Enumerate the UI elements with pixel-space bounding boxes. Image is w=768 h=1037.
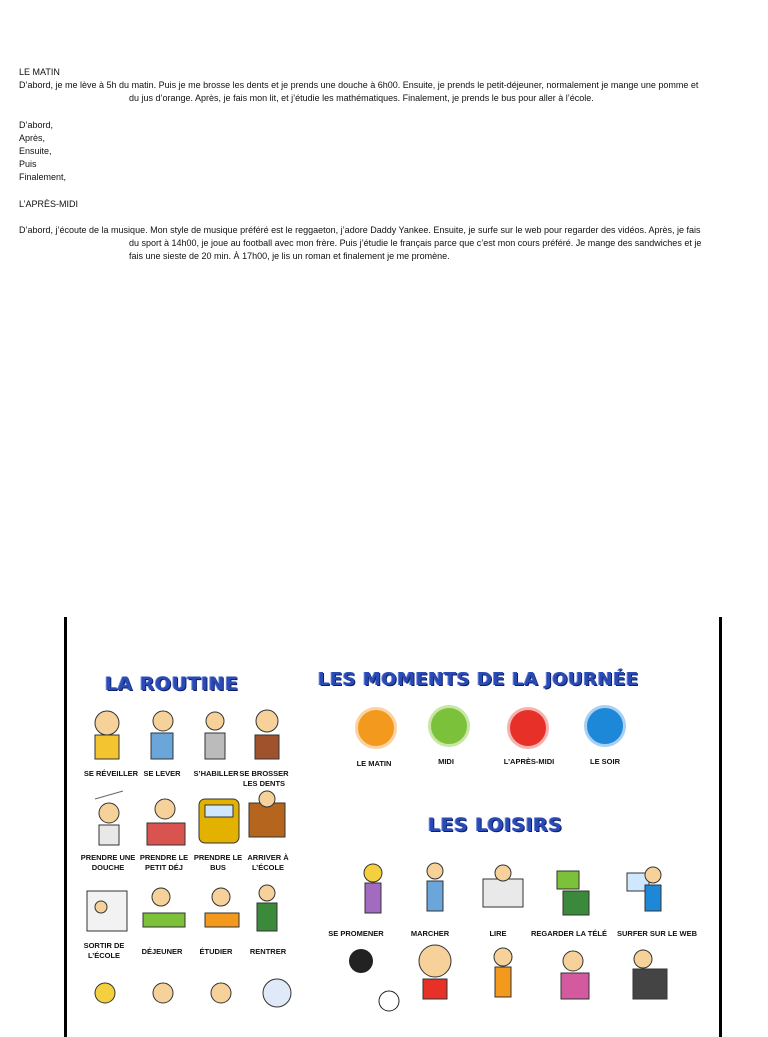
connector-1: D’abord,	[19, 119, 54, 130]
routine-label-5: PRENDRE UNE DOUCHE	[80, 853, 136, 872]
lunch-figure	[143, 888, 185, 927]
document-text	[19, 66, 719, 263]
connector-4: Puis	[19, 159, 37, 170]
breakfast-figure	[147, 799, 185, 845]
shower-figure	[95, 791, 123, 845]
football-figure	[349, 949, 399, 1011]
leisure-label-2: MARCHER	[410, 929, 450, 938]
leisure-label-4: REGARDER LA TÉLÉ	[531, 929, 607, 938]
routine-label-3: S’HABILLER	[193, 769, 239, 778]
evening-clock-icon	[584, 705, 626, 747]
row4-figure-1	[95, 983, 115, 1003]
moment-label-4: LE SOIR	[589, 757, 620, 766]
leisure-label-3: LIRE	[489, 929, 507, 938]
row4-figure-3	[211, 983, 231, 1003]
leisure-label-1: SE PROMENER	[328, 929, 384, 938]
afternoon-clock-icon	[507, 707, 549, 749]
row4-figure-4	[263, 979, 291, 1007]
music-figure	[419, 945, 451, 999]
get-dressed-figure	[205, 712, 225, 759]
leisure-label-5: SURFER SUR LE WEB	[616, 929, 697, 938]
routine-label-4: SE BROSSER LES DENTS	[239, 769, 289, 788]
apres-midi-title: L’APRÈS-MIDI	[19, 198, 79, 209]
arrive-school-figure	[249, 791, 285, 837]
matin-title: LE MATIN	[19, 67, 60, 77]
connector-3: Ensuite,	[19, 146, 52, 157]
routine-label-7: PRENDRE LE BUS	[193, 853, 243, 872]
routine-heading: LA ROUTINE	[105, 673, 239, 695]
moment-label-2: MIDI	[438, 757, 454, 766]
wake-up-figure	[95, 711, 119, 759]
matin-paragraph: D’abord, je me lève à 5h du matin. Puis je me brosse les dents et je prends une douche à 6h00. Ensuite, je prends le petit-déjeuner, normalement je mange une pomme et du jus d’orange. Après, je fais mon lit, et j’étudie les mathématiques. Finalement, je prends le bus pour aller à l’école.	[19, 80, 699, 104]
routine-label-1: SE RÉVEILLER	[83, 769, 139, 778]
leave-school-figure	[87, 891, 127, 931]
moments-heading: LES MOMENTS DE LA JOURNÉE	[318, 669, 639, 690]
row4-figure-2	[153, 983, 173, 1003]
walking-figure	[427, 863, 443, 911]
get-up-figure	[151, 711, 173, 759]
routine-label-6: PRENDRE LE PETIT DÉJ	[139, 853, 189, 872]
loisirs-heading: LES LOISIRS	[428, 814, 563, 836]
routine-label-2: SE LEVER	[143, 769, 181, 778]
apres-midi-paragraph: D’abord, j’écoute de la musique. Mon style de musique préféré est le reggaeton, j’adore Daddy Yankee. Ensuite, je surfe sur le web pour regarder des vidéos. Après, je fais du sport à 14h00, je joue au football avec mon frère. Puis j’étudie le français parce que c’est mon cours préféré. Je mange des sandwiches et je fais une sieste de 20 min. À 17h00, je lis un roman et finalement je me promène.	[19, 224, 702, 262]
web-figure	[627, 867, 661, 911]
bus-figure	[199, 799, 239, 843]
tv-figure	[557, 871, 589, 915]
dance-figure	[494, 948, 512, 997]
leisure-illustrations	[333, 861, 713, 1031]
morning-clock-icon	[355, 707, 397, 749]
routine-label-9: SORTIR DE L’ÉCOLE	[83, 941, 125, 960]
routine-label-11: ÉTUDIER	[199, 947, 233, 956]
go-home-figure	[257, 885, 277, 931]
vocabulary-worksheet	[64, 617, 722, 1037]
noon-clock-icon	[428, 705, 470, 747]
brush-teeth-figure	[255, 710, 279, 759]
walk-dog-figure	[364, 864, 382, 913]
friends-figure	[561, 951, 589, 999]
routine-label-10: DÉJEUNER	[141, 947, 183, 956]
moment-label-1: LE MATIN	[356, 759, 392, 768]
reading-figure	[483, 865, 523, 907]
routine-label-12: RENTRER	[249, 947, 287, 956]
routine-label-8: ARRIVER À L’ÉCOLE	[247, 853, 289, 872]
study-figure	[205, 888, 239, 927]
connector-2: Après,	[19, 132, 46, 143]
moment-label-3: L’APRÈS-MIDI	[503, 757, 555, 766]
group-figure	[633, 950, 667, 999]
connector-5: Finalement,	[19, 172, 67, 183]
